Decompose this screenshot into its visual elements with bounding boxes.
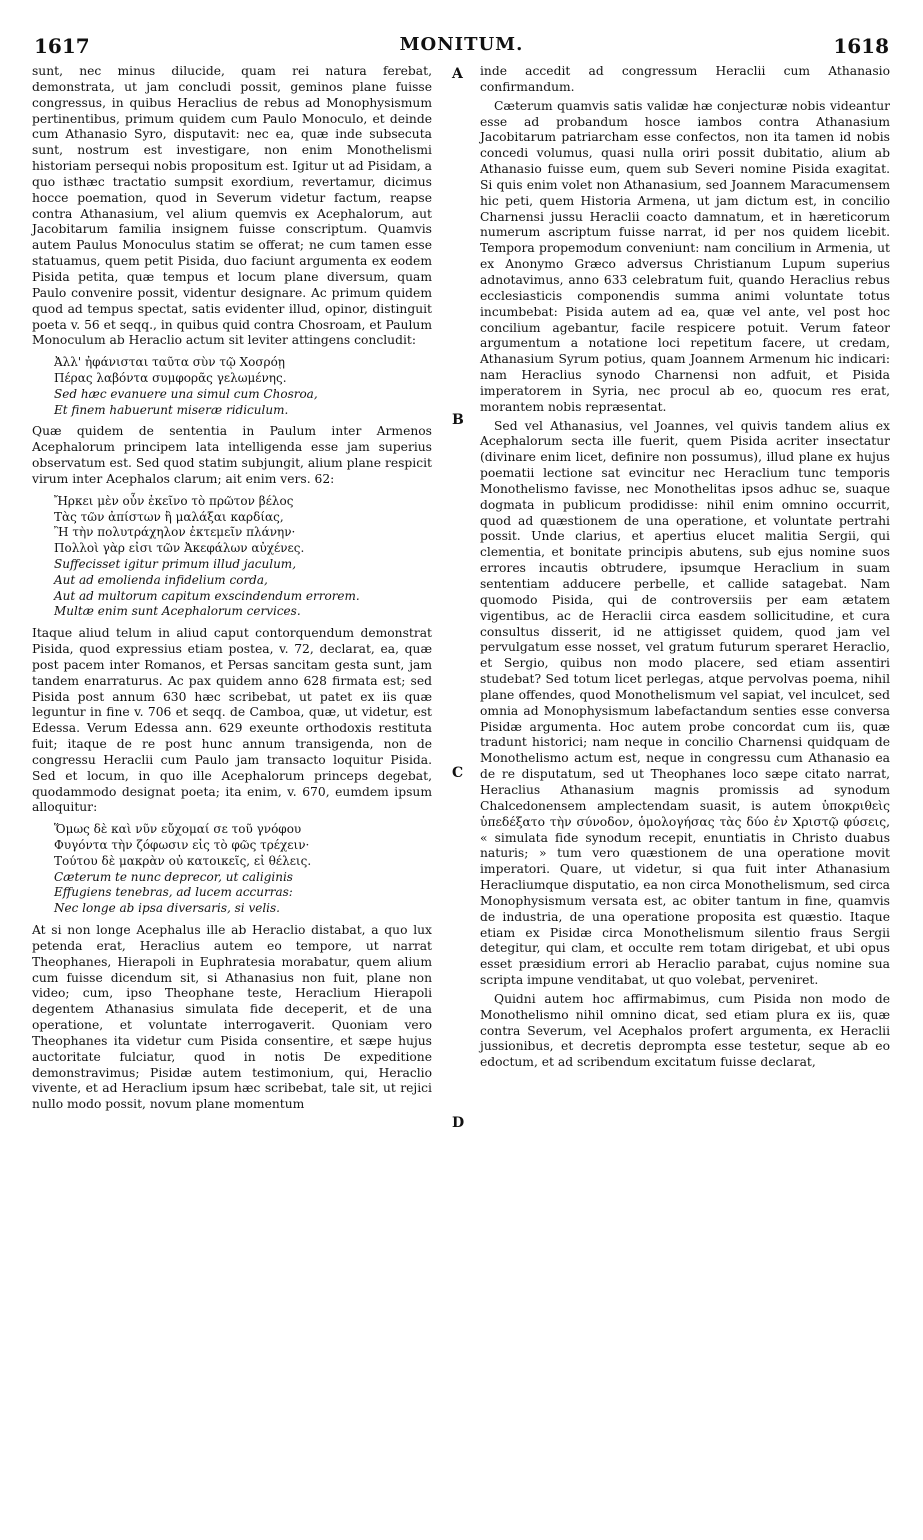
latin-line: Nec longe ab ipsa diversaris, si velis. bbox=[54, 901, 280, 916]
running-title: MONITUM. bbox=[399, 34, 524, 55]
greek-line: Φυγόντα τὴν ζόφωσιν εἰς τὸ φῶς τρέχειν· bbox=[54, 838, 310, 853]
left-paragraph-4: At si non longe Acephalus ille ab Heraclio distabat, a quo lux petenda erat, Heraclius autem eo tempore, ut narrat Theophanes, Hierapoli in Euphratesia morabatur, quem alium cum fuisse dicendum sit, si Athanasius non fuit, plane non video; cum, ipso Theophane teste, Heraclium Hierapoli degentem Athanasius simulata fide deceperit, et de una operatione, et voluntate interrogaverit. Quoniam vero Theophanes ita videtur cum Pisida consentire, et sæpe hujus auctoritate fulciatur, quod in notis De expeditione demonstravimus; Pisidæ autem testimonium, qui, Heraclio vivente, et ad Heraclium ipsum hæc scribebat, tale sit, ut rejici nullo modo possit, novum plane momentum bbox=[32, 923, 432, 1112]
latin-line: Aut ad multorum capitum exscindendum errorem. bbox=[54, 588, 360, 603]
latin-line: Et finem habuerunt miseræ ridiculum. bbox=[54, 402, 289, 417]
right-paragraph-1: inde accedit ad congressum Heraclii cum Athanasio confirmandum. bbox=[480, 64, 890, 94]
latin-line: Sed hæc evanuere una simul cum Chosroa, bbox=[54, 386, 318, 401]
left-paragraph-3: Itaque aliud telum in aliud caput contorquendum demonstrat Pisida, quod expressius etiam postea, v. 72, declarat, ea, quæ post pacem inter Romanos, et Persas sancitam gesta sunt, jam tandem enarraturus. Ac pax quidem anno 628 firmata est; sed Pisida post annum 630 hæc scribebat, ut patet ex iis quæ leguntur in fine v. 706 et seqq. de Camboa, quæ, ut videtur, est Edessa. Verum Edessa ann. 629 exeunte orthodoxis restituta fuit; itaque de re post hunc annum transigenda, non de congressu Heraclii cum Paulo jam transacto loquitur Pisida. Sed et locum, in quo ille Acephalorum princeps degebat, quodammodo designat poeta; ita enim, v. 670, eumdem ipsum alloquitur: bbox=[32, 626, 432, 815]
latin-line: Aut ad emolienda infidelium corda, bbox=[54, 572, 268, 587]
greek-quote-2 bbox=[54, 494, 432, 620]
greek-quote-3 bbox=[54, 822, 432, 917]
page-header bbox=[34, 34, 889, 58]
greek-line: Τούτου δὲ μακρὰν οὐ κατοικεῖς, εἰ θέλεις. bbox=[54, 853, 312, 868]
column-marker-c: C bbox=[452, 765, 464, 781]
latin-line: Suffecisset igitur primum illud jaculum, bbox=[54, 556, 297, 571]
right-paragraph-3: Sed vel Athanasius, vel Joannes, vel quivis tandem alius ex Acephalorum secta ille fuerit, quem Pisida acriter insectatur (divinare enim licet, definire non possumus), illud plane ex hujus poematii lectione sat evincitur nec Heraclium tunc temporis Monothelismo favisse, nec Monothelitas ipsos adhuc se, suaque dogmata in publicum prodidisse: nihil enim omnino occurrit, quod ad quæstionem de una operatione, et voluntate pertrahi possit. Unde clarius, et apertius elucet malitia Sergii, qui clementia, et bonitate principis abutens, sub ejus nomine suos errores incautis obtrudere, ipsumque Heraclium in suam sententiam adducere perbelle, et callide satagebat. Nam quomodo Pisida, qui de controversiis per eam ætatem vigentibus, ac de Heraclii circa easdem sollicitudine, et cura consultus disserit, id ne attigisset quidem, quod jam vel pervulgatum esse nosset, vel gratum futurum speraret Heraclio, et Sergio, quibus non modo placere, sed etiam assentiri studebat? Sed totum licet perlegas, atque pervolvas poema, nihil plane offendes, quod Monothelismum vel sapiat, vel inculcet, sed omnia ad Monophysismum labefactandum senties esse conversa Pisidæ argumenta. Hoc autem probe concordat cum iis, quæ tradunt historici; nam neque in concilio Charnensi quidquam de Monothelismo actum est, neque in congressu cum Athanasio ea de re disputatum, sed ut Theophanes loco sæpe citato narrat, Heraclius Athanasium magnis promissis ad synodum Chalcedonensem amplectendam suasit, is autem ὑποκριθεὶς ὑπεδέξατο τὴν σύνοδον, ὁμολογήσας τὰς δύο ἐν Χριστῷ φύσεις, « simulata fide synodum recepit, enuntiatis in Christo duabus naturis; » tum vero quæstionem de una operatione movit imperatori. Quare, ut videtur, si qua fuit inter Athanasium Heracliumque disputatio, ea non circa Monothelismum, sed circa Monophysismum versata est, ac obiter tantum in fine, quamvis de industria, de una operatione proposita est quæstio. Itaque etiam ex Pisidæ circa Monothelismum silentio fraus Sergii detegitur, qui clam, et occulte rem totam dirigebat, et ubi opus esset præsidium errori ab Heraclio parabat, cujus nomine sua scripta impune venditabat, ut quo volebat, perveniret. bbox=[480, 418, 890, 988]
latin-line: Multæ enim sunt Acephalorum cervices. bbox=[54, 604, 301, 619]
greek-line: Ἀλλ' ἠφάνισται ταῦτα σὺν τῷ Χοσρόῃ bbox=[54, 355, 285, 370]
right-column bbox=[480, 64, 890, 1071]
greek-line: Πέρας λαβόντα συμφορᾶς γελωμένης. bbox=[54, 370, 287, 385]
greek-line: Τὰς τῶν ἀπίστων ἢ μαλάξαι καρδίας, bbox=[54, 509, 284, 524]
right-paragraph-4: Quidni autem hoc affirmabimus, cum Pisida non modo de Monothelismo nihil omnino dicat, sed etiam plura ex iis, quæ contra Severum, vel Acephalos profert argumenta, ex Heraclii jussionibus, et decretis deprompta esse testetur, seque ab eo edoctum, et ad scribendum excitatum fuisse declarat, bbox=[480, 991, 890, 1070]
latin-line: Cæterum te nunc deprecor, ut caliginis bbox=[54, 869, 293, 884]
column-marker-d: D bbox=[452, 1115, 465, 1131]
greek-line: Πολλοὶ γὰρ εἰσι τῶν Ἀκεφάλων αὐχένες. bbox=[54, 541, 305, 556]
page-number-left: 1617 bbox=[34, 34, 90, 58]
left-paragraph-1: sunt, nec minus dilucide, quam rei natura ferebat, demonstrata, ut jam concludi possit, geminos plane fuisse congressus, in quibus Heraclius de rebus ad Monophysismum pertinentibus, primum quidem cum Paulo Monoculo, et deinde cum Athanasio Syro, disputavit: nec ea, quæ inde subsecuta sunt, nostrum est investigare, non enim Monothelismi historiam persequi nobis propositum est. Igitur ut ad Pisidam, a quo isthæc tractatio sumpsit exordium, revertamur, dicimus hocce poemation, quod in Severum videtur factum, reapse contra Athanasium, vel alium quemvis ex Acephalorum, aut Jacobitarum familia insignem fuisse conscriptum. Quamvis autem Paulus Monoculus statim se offerat; ne cum tamen esse statuamus, quem petit Pisida, duo faciunt argumenta ex eodem Pisida petita, quæ tempus et locum plane diversum, quam Paulo convenire possit, videntur designare. Ac primum quidem quod ad tempus spectat, satis evidenter illud, opinor, distinguit poeta v. 56 et seqq., in quibus quid contra Chosroam, et Paulum Monoculum ab Heraclio actum sit leviter attingens concludit: bbox=[32, 64, 432, 348]
left-column bbox=[32, 64, 432, 1113]
greek-line: Ὅμως δὲ καὶ νῦν εὔχομαί σε τοῦ γνόφου bbox=[54, 822, 302, 837]
greek-line: Ἢ τὴν πολυτράχηλον ἐκτεμεῖν πλάνην· bbox=[54, 525, 296, 540]
greek-line: Ἤρκει μὲν οὖν ἐκεῖνο τὸ πρῶτον βέλος bbox=[54, 493, 294, 508]
column-marker-a: A bbox=[452, 66, 463, 82]
column-marker-b: B bbox=[452, 412, 464, 428]
latin-line: Effugiens tenebras, ad lucem accurras: bbox=[54, 885, 293, 900]
page-number-right: 1618 bbox=[833, 34, 889, 58]
right-paragraph-2: Cæterum quamvis satis validæ hæ conjecturæ nobis videantur esse ad probandum hosce iambos contra Athanasium Jacobitarum patriarcham esse confectos, non ita tamen id nobis concedi volumus, quasi nulla oriri possit dubitatio, alium ab Athanasio fuisse eum, quem sub Severi nomine Pisida exagitat. Si quis enim volet non Athanasium, sed Joannem Maracumensem hic peti, quem Historia Armena, ut jam dictum est, in concilio Charnensi jussu Heraclii coacto damnatum, et in hæreticorum numerum ascriptum fuisse narrat, id per nos quidem licebit. Tempora propemodum conveniunt: nam concilium in Armenia, ut ex Anonymo Græco adversus Christianum Lupum superius adnotavimus, anno 633 celebratum fuit, quando Heraclius rebus ecclesiasticis componendis summa animi voluntate totus incumbebat: Pisida autem ad ea, quæ vel ante, vel post hoc concilium agebantur, facile respicere potuit. Verum fateor argumentum a notatione loci repetitum facere, ut credam, Athanasium Syrum potius, quam Joannem Armenum hic indicari: nam Heraclius synodo Charnensi non adfuit, et Pisida imperatorem in Syria, nec procul ab eo, quocum res erat, morantem nobis repræsentat. bbox=[480, 98, 890, 414]
left-paragraph-2: Quæ quidem de sententia in Paulum inter Armenos Acephalorum principem lata intelligenda esse jam superius observatum est. Sed quod statim subjungit, alium plane respicit virum inter Acephalos clarum; ait enim vers. 62: bbox=[32, 424, 432, 486]
greek-quote-1 bbox=[54, 355, 432, 418]
